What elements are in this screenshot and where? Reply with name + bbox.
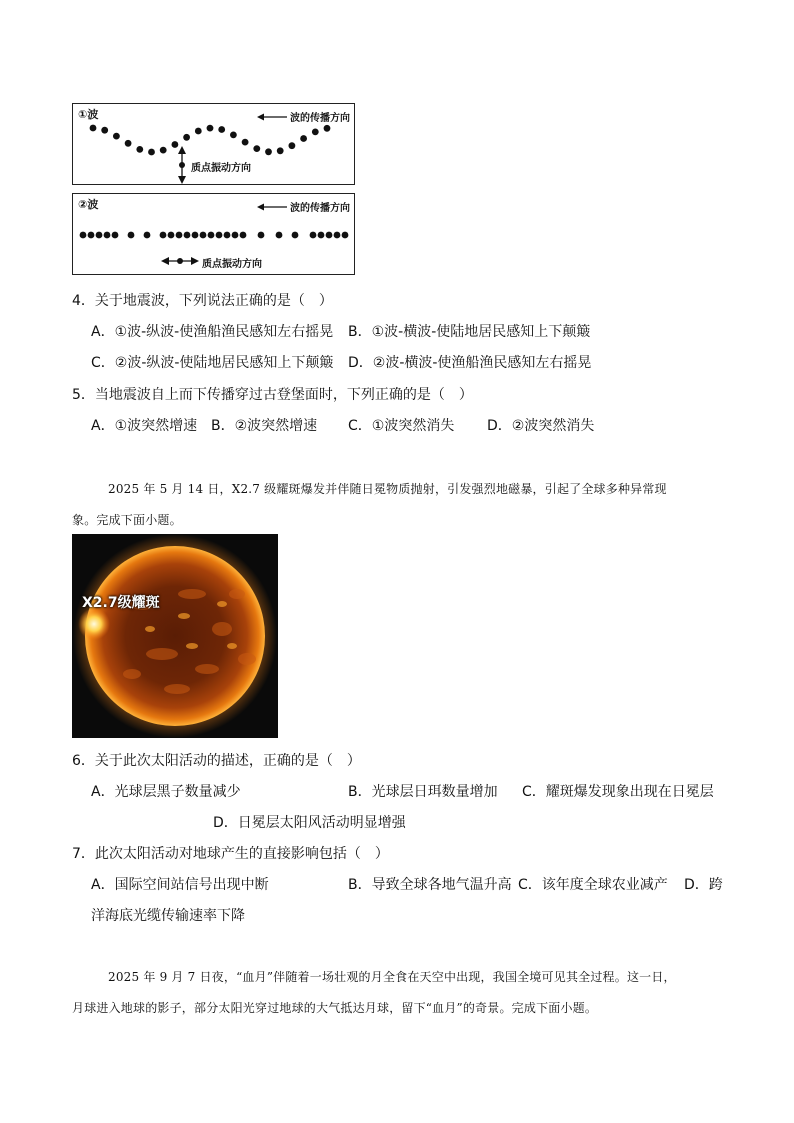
wave-2-label: ②波 [78, 198, 99, 211]
wave-particle [230, 132, 237, 139]
wave-particle [342, 232, 349, 239]
wave-particle [104, 232, 111, 239]
vertical-double-arrow-icon [178, 146, 186, 184]
wave-particle [183, 134, 190, 141]
wave-particle [160, 147, 167, 154]
wave-particle [324, 125, 331, 132]
wave-1-label: ①波 [78, 108, 99, 121]
wave-particle [232, 232, 239, 239]
question-4-stem: 4．关于地震波，下列说法正确的是（ ） [72, 293, 333, 309]
wave-particle [160, 232, 167, 239]
q4-option-c: C．②波-纵波-使陆地居民感知上下颠簸 [91, 355, 334, 371]
q4-option-a: A．①波-纵波-使渔船渔民感知左右摇晃 [91, 324, 334, 340]
q6-option-b: B．光球层日珥数量增加 [348, 784, 498, 800]
q4-option-b: B．①波-横波-使陆地居民感知上下颠簸 [348, 324, 591, 340]
wave-particle [172, 141, 179, 148]
wave-particle [242, 139, 249, 146]
wave-particle [125, 140, 132, 147]
sun-picture [72, 534, 278, 738]
intro-paragraph-1-line-2: 象。完成下面小题。 [72, 513, 182, 527]
intro-paragraph-2-line-1: 2025 年 9 月 7 日夜，“血月”伴随着一场壮观的月全食在天空中出现，我国全境可见其全过程。这一日， [108, 970, 676, 984]
wave-particle [192, 232, 199, 239]
wave-particle [277, 147, 284, 154]
wave-particle [195, 128, 202, 135]
wave-particle [224, 232, 231, 239]
propagation-direction-1: 波的传播方向 [257, 109, 350, 124]
wave-particle [168, 232, 175, 239]
vibration-direction-2: 质点振动方向 [202, 259, 262, 270]
wave-particle [148, 149, 155, 156]
intro-paragraph-1-line-1: 2025 年 5 月 14 日，X2.7 级耀斑爆发并伴随日冕物质抛射，引发强烈地磁暴，引起了全球多种异常现 [108, 482, 667, 496]
q7-option-a: A．国际空间站信号出现中断 [91, 877, 269, 893]
q6-option-d: D．日冕层太阳风活动明显增强 [213, 815, 406, 831]
wave-particle [334, 232, 341, 239]
wave-particle [200, 232, 207, 239]
q5-option-d: D．②波突然消失 [487, 418, 595, 434]
propagation-direction-2: 波的传播方向 [257, 199, 350, 214]
wave-particle [176, 232, 183, 239]
wave-particle [312, 129, 319, 136]
wave-diagram-1 [72, 103, 355, 185]
solar-flare-image [72, 534, 278, 738]
wave-particle [258, 232, 265, 239]
wave-particle [326, 232, 333, 239]
wave-particle [136, 146, 143, 153]
question-5-stem: 5．当地震波自上而下传播穿过古登堡面时，下列正确的是（ ） [72, 387, 473, 403]
wave-particle [318, 232, 325, 239]
wave-particle [240, 232, 247, 239]
q7-option-d: D．跨 [684, 877, 723, 893]
wave-particle [112, 232, 119, 239]
wave-particle [207, 125, 214, 132]
wave-diagram-2 [72, 193, 355, 275]
question-7-stem: 7．此次太阳活动对地球产生的直接影响包括（ ） [72, 846, 389, 862]
q5-option-c: C．①波突然消失 [348, 418, 455, 434]
wave-particle [101, 127, 108, 134]
wave-particle [184, 232, 191, 239]
wave-particle [253, 145, 260, 152]
wave-particle [90, 125, 97, 132]
wave-particle [96, 232, 103, 239]
wave-particle [292, 232, 299, 239]
wave-particle [218, 126, 225, 133]
wave-particle [208, 232, 215, 239]
q7-option-c: C．该年度全球农业减产 [518, 877, 668, 893]
wave-particle [144, 232, 151, 239]
question-6-stem: 6．关于此次太阳活动的描述，正确的是（ ） [72, 753, 361, 769]
wave-particle [113, 133, 120, 140]
vibration-direction-1: 质点振动方向 [191, 163, 251, 174]
q5-option-a: A．①波突然增速 [91, 418, 198, 434]
q5-option-b: B．②波突然增速 [211, 418, 318, 434]
wave-particle [276, 232, 283, 239]
wave-particle [265, 148, 272, 155]
q6-option-a: A．光球层黑子数量减少 [91, 784, 241, 800]
q4-option-d: D．②波-横波-使渔船渔民感知左右摇晃 [348, 355, 592, 371]
wave-particle [300, 135, 307, 142]
q7-option-d-continued: 洋海底光缆传输速率下降 [91, 908, 245, 924]
horizontal-double-arrow-icon [161, 257, 199, 265]
wave-particle [80, 232, 87, 239]
q7-option-b: B．导致全球各地气温升高 [348, 877, 512, 893]
flare-label: X2.7级耀斑 [82, 595, 160, 611]
intro-paragraph-2-line-2: 月球进入地球的影子，部分太阳光穿过地球的大气抵达月球，留下“血月”的奇景。完成下面小题。 [72, 1001, 598, 1015]
wave-particle [310, 232, 317, 239]
wave-particle [128, 232, 135, 239]
q6-option-c: C．耀斑爆发现象出现在日冕层 [522, 784, 714, 800]
wave-particle [289, 142, 296, 149]
wave-particle [88, 232, 95, 239]
wave-particle [216, 232, 223, 239]
